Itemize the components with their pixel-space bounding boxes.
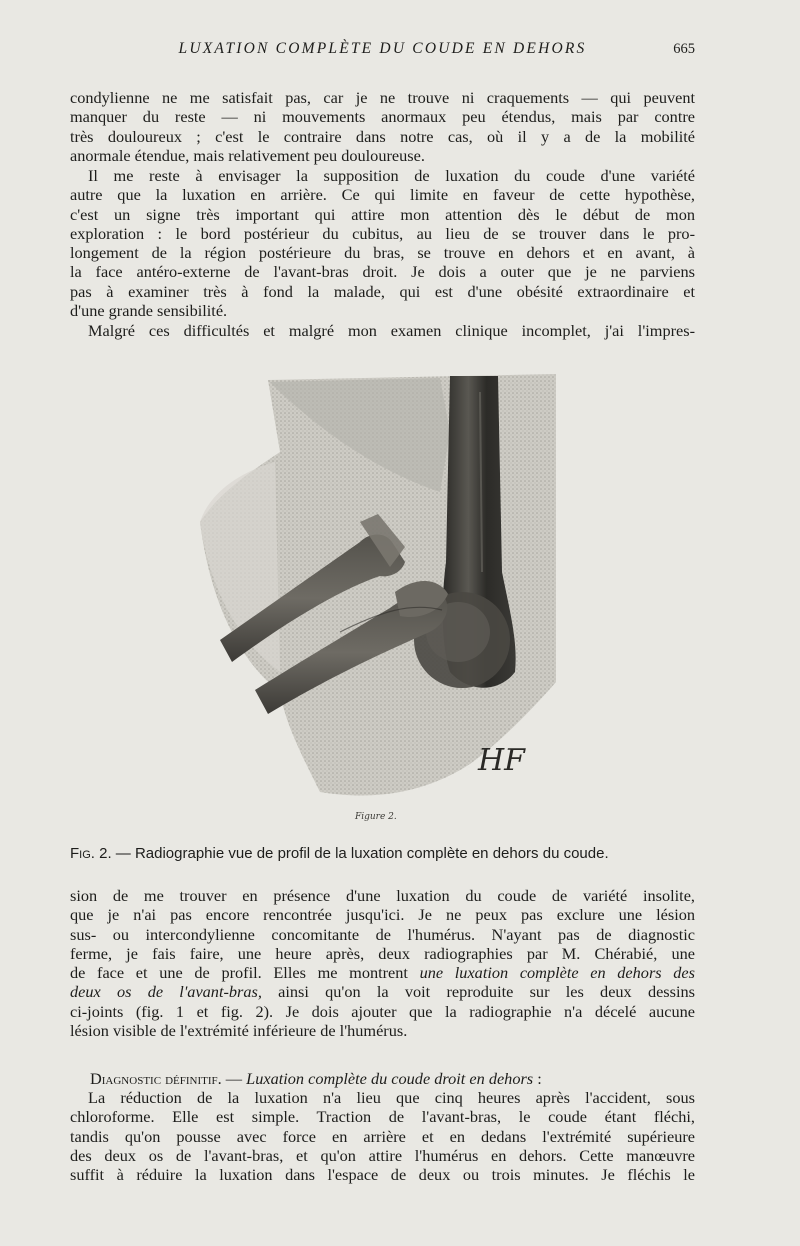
paragraph-2: [70, 166, 695, 320]
text-line: lésion visible de l'extrémité inférieure de l'humérus.: [70, 1021, 408, 1041]
caption-prefix: Fig. 2.: [70, 845, 112, 862]
paragraph-4: [70, 886, 695, 1040]
figure-sketch-label: Figure 2.: [355, 812, 397, 822]
text-line: manquer du reste — ni mouvements anormaux peu étendus, mais par contre: [70, 107, 695, 127]
running-title: LUXATION COMPLÈTE DU COUDE EN DEHORS: [178, 40, 587, 57]
diagnosis-heading: [90, 1069, 690, 1089]
italic-run: deux os de l'avant-bras,: [70, 982, 262, 1002]
radiograph-drawing: [180, 372, 560, 832]
text-line: des deux os de l'avant-bras, et qu'on attire l'humérus en dehors. Cette manœuvre: [70, 1145, 695, 1165]
radiograph-figure: [180, 372, 560, 832]
text-line: tandis qu'on pousse avec force en arrière et en dedans l'extrémité supérieure: [70, 1126, 695, 1146]
text-line: que je n'ai pas encore rencontrée jusqu'ici. Je ne peux pas exclure une lésion: [70, 905, 695, 925]
text-line: condylienne ne me satisfait pas, car je ne trouve ni craquements — qui peuvent: [70, 88, 695, 107]
diagnosis-label: Diagnostic définitif.: [90, 1069, 222, 1088]
text-line: anormale étendue, mais relativement peu douloureuse.: [70, 145, 425, 165]
text-line: La réduction de la luxation n'a lieu que cinq heures après l'accident, sous: [88, 1088, 695, 1107]
caption-text: — Radiographie vue de profil de la luxation complète en dehors du coude.: [111, 845, 609, 862]
italic-run: une luxation complète en dehors des: [419, 963, 695, 983]
artist-signature: HF: [478, 743, 525, 778]
text-line: c'est un signe très important qui attire mon attention dès le début de mon: [70, 204, 695, 224]
paragraph-5: [70, 1088, 695, 1184]
text-line: sus- ou intercondylienne concomitante de l'humérus. N'ayant pas de diagnostic: [70, 924, 695, 944]
text-line: d'une grande sensibilité.: [70, 301, 228, 321]
text-line: [70, 982, 695, 1001]
running-head: [70, 40, 695, 66]
text-line: ferme, je fais faire, une heure après, deux radiographies par M. Chérabié, une: [70, 943, 695, 963]
diagnosis-title: Luxation complète du coude droit en dehors: [246, 1069, 534, 1088]
page-number: 665: [673, 41, 695, 57]
text-line: pas à examiner très à fond la malade, qui est d'une obésité extraordinaire et: [70, 281, 695, 301]
text-line: exploration : le bord postérieur du cubitus, au lieu de se trouver dans le pro-: [70, 223, 695, 243]
text-line: chloroforme. Elle est simple. Traction de l'avant-bras, le coude étant fléchi,: [70, 1107, 695, 1127]
diagnosis-colon: :: [533, 1069, 542, 1088]
text-line: la face antéro-externe de l'avant-bras droit. Je dois a outer que je ne parviens: [70, 262, 695, 282]
text-run: de face et une de profil. Elles me montrent: [70, 963, 420, 983]
figure-caption: [70, 845, 700, 862]
text-line: autre que la luxation en arrière. Ce qui limite en faveur de cette hypothèse,: [70, 185, 695, 205]
text-line: Il me reste à envisager la supposition de luxation du coude d'une variété: [88, 166, 695, 185]
text-line: suffit à réduire la luxation dans l'espace de deux ou trois minutes. Je fléchis le: [70, 1165, 695, 1185]
paragraph-3: [70, 321, 695, 340]
diagnosis-dash: —: [221, 1069, 247, 1088]
text-line: [70, 963, 695, 982]
paragraph-1: [70, 88, 695, 165]
text-line: ci-joints (fig. 1 et fig. 2). Je dois ajouter que la radiographie n'a décelé aucune: [70, 1001, 695, 1021]
text-line: Malgré ces difficultés et malgré mon examen clinique incomplet, j'ai l'impres-: [88, 321, 695, 340]
text-line: longement de la région postérieure du bras, se trouve en dehors et en avant, à: [70, 243, 695, 263]
text-line: sion de me trouver en présence d'une luxation du coude de variété insolite,: [70, 886, 695, 905]
text-run: ainsi qu'on la voit reproduite sur les deux dessins: [261, 982, 695, 1002]
text-line: très douloureux ; c'est le contraire dans notre cas, où il y a de la mobilité: [70, 126, 695, 146]
